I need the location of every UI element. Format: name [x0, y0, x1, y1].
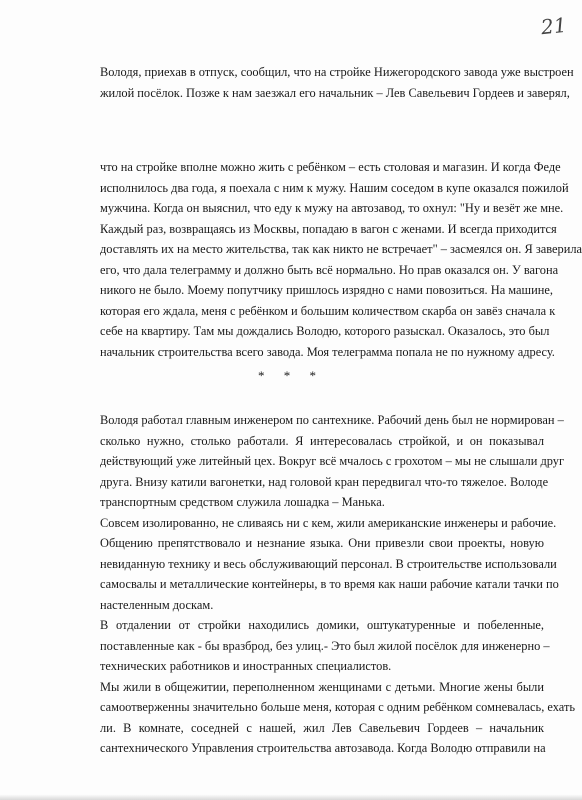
- text-line: Каждый раз, возвращаясь из Москвы, попадаю в вагон с женами. И всегда приходится: [100, 221, 557, 236]
- text-line: которая его ждала, меня с ребёнком и большим количеством скарба он завёз сначала к: [100, 303, 556, 318]
- text-line: настеленным доскам.: [100, 597, 214, 612]
- text-line: жилой посёлок. Позже к нам заезжал его начальник – Лев Савельевич Гордеев и заверял,: [100, 85, 570, 100]
- paragraph-1: [100, 62, 574, 103]
- section-separator: * * *: [258, 368, 324, 383]
- text-line: начальник строительства всего завода. Моя телеграмма попала не по нужному адресу.: [100, 344, 555, 359]
- text-line: самоотверженны значительно больше меня, которая с одним ребёнком сомневалась, ехать: [100, 700, 576, 714]
- text-line: В отдалении от стройки находились домики, оштукатуренные и побеленные,: [100, 618, 544, 632]
- text-line: доставлять их на место жительства, так как никто не встречает" – засмеялся он. Я заверила: [100, 242, 582, 256]
- text-line: Мы жили в общежитии, переполненном женщинами с детьми. Многие жены были: [100, 679, 544, 694]
- text-line: действующий уже литейный цех. Вокруг всё мчалось с грохотом – мы не слышали друг: [100, 454, 565, 468]
- text-line: Володя работал главным инженером по сантехнике. Рабочий день был не нормирован –: [100, 413, 564, 427]
- text-line: никого не было. Моему попутчику пришлось изрядно с нами повозиться. На машине,: [100, 283, 553, 297]
- text-line: ли. В комнате, соседней с нашей, жил Лев Савельевич Гордеев – начальник: [100, 720, 544, 735]
- text-line: себе на квартиру. Там мы дождались Володю, которого разыскал. Оказалось, это был: [100, 324, 550, 338]
- text-line: друга. Внизу катили вагонетки, над головой кран передвигал что-то тяжелое. Володе: [100, 474, 549, 489]
- text-line: мужчина. Когда он выяснил, что еду к мужу на автозавод, то охнул: "Ну и везёт же мне.: [100, 201, 564, 215]
- paragraph-2: [100, 157, 582, 362]
- scan-bottom-edge: [0, 794, 582, 800]
- text-line: невиданную технику и весь обслуживающий персонал. В строительстве использовали: [100, 556, 557, 571]
- text-line: что на стройке вполне можно жить с ребёнком – есть столовая и магазин. И когда Феде: [100, 160, 561, 174]
- page-number: 21: [539, 12, 568, 40]
- text-line: технических работников и иностранных специалистов.: [100, 659, 392, 673]
- text-line: транспортным средством служила лошадка – Манька.: [100, 495, 385, 509]
- text-line: Общению препятствовало и незнание языка. Они привезли свои проекты, новую: [100, 536, 544, 550]
- text-line: его, что дала телеграмму и должно быть всё нормально. Но прав оказался он. У вагона: [100, 262, 559, 277]
- text-line: Володя, приехав в отпуск, сообщил, что на стройке Нижегородского завода уже выстроен: [100, 65, 574, 79]
- text-line: Совсем изолированно, не сливаясь ни с кем, жили американские инженеры и рабочие.: [100, 515, 557, 530]
- paragraph-3: [100, 410, 576, 759]
- text-line: сантехнического Управления строительства автозавода. Когда Володю отправили на: [100, 741, 546, 755]
- text-line: поставленные как - бы вразброд, без улиц.- Это был жилой посёлок для инженерно –: [100, 638, 550, 653]
- text-line: самосвалы и металлические контейнеры, в то время как наши рабочие катали тачки по: [100, 577, 559, 591]
- text-line: сколько нужно, столько работали. Я интересовалась стройкой, и он показывал: [100, 433, 544, 448]
- text-line: исполнилось два года, я поехала с ним к мужу. Нашим соседом в купе оказался пожилой: [100, 180, 569, 195]
